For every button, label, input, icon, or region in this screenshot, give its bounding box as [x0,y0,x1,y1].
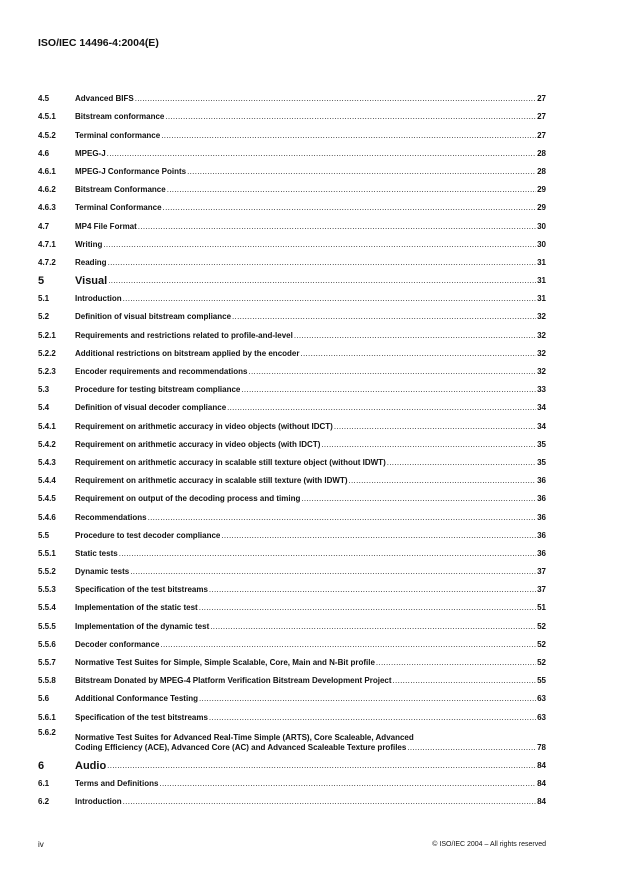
toc-entry[interactable] [38,268,546,286]
dot-leader [119,549,536,559]
toc-entry-number: 5.5.2 [38,567,56,577]
toc-entry-number: 5.2 [38,312,50,322]
toc-entry-page: 52 [537,621,546,631]
toc-entry-title: Bitstream Conformance [75,185,166,195]
toc-entry-title: Normative Test Suites for Simple, Simple Scalable, Core, Main and N-Bit profile [75,658,375,667]
toc-entry-page: 84 [537,760,546,770]
toc-entry-title: Additional Conformance Testing [75,694,198,704]
dot-leader [199,694,536,704]
toc-entry[interactable] [38,686,546,704]
toc-entry-title: Bitstream Donated by MPEG-4 Platform Verification Bitstream Development Project [75,676,392,686]
toc-entry-page: 37 [537,585,546,595]
dot-leader [130,567,536,577]
table-of-contents [38,86,546,807]
dot-leader [159,779,536,789]
toc-entry-number: 5.6 [38,694,50,704]
toc-entry-title: Audio [75,759,107,772]
toc-entry-page: 31 [537,294,546,304]
toc-entry[interactable] [38,413,546,431]
toc-entry-title: Dynamic tests [75,567,130,577]
dot-leader [300,349,536,359]
dot-leader [165,112,536,122]
toc-entry-number: 5.4.4 [38,476,56,486]
toc-entry-number: 4.6.1 [38,166,56,176]
toc-entry-number: 4.6.3 [38,203,56,213]
toc-entry-title: Requirement on arithmetic accuracy in video objects (without IDCT) [75,421,333,431]
toc-entry-title: Advanced BIFS [75,94,134,104]
dot-leader [107,761,536,771]
toc-entry-number: 5.5.6 [38,639,56,649]
toc-entry-page: 84 [537,778,546,788]
toc-entry-number: 5.4.6 [38,512,56,522]
toc-entry-title: Coding Efficiency (ACE), Advanced Core (AC) and Advanced Scaleable Texture profiles [75,742,407,752]
toc-entry-title: Terms and Definitions [75,778,159,788]
toc-entry-title: MP4 File Format [75,221,137,231]
dot-leader [123,294,536,304]
toc-entry-number: 4.6 [38,148,50,158]
toc-entry-page: 32 [537,312,546,322]
toc-entry-page: 31 [537,276,546,286]
toc-entry-title: Visual [75,275,108,288]
toc-entry-number: 4.5.1 [38,112,56,122]
dot-leader [393,676,537,686]
toc-entry-page: 32 [537,348,546,358]
toc-entry-page: 52 [537,639,546,649]
toc-entry-page: 36 [537,512,546,522]
toc-entry[interactable] [38,213,546,231]
toc-entry-title: MPEG-J Conformance Points [75,166,187,176]
toc-entry-page: 27 [537,112,546,122]
toc-entry-number: 5.4 [38,403,50,413]
toc-entry-title: Implementation of the static test [75,603,198,613]
toc-entry[interactable] [38,577,546,595]
toc-entry-title: Introduction [75,797,122,807]
dot-leader [294,331,536,341]
dot-leader [138,222,536,232]
toc-entry-page: 51 [537,603,546,613]
dot-leader [209,713,536,723]
dot-leader [167,185,536,195]
toc-entry-page: 36 [537,548,546,558]
toc-entry[interactable] [38,613,546,631]
toc-entry-number: 5.2.2 [38,348,56,358]
toc-entry-number: 5.4.5 [38,494,56,504]
toc-entry[interactable] [38,486,546,504]
toc-entry[interactable] [38,595,546,613]
toc-entry-page: 34 [537,421,546,431]
toc-entry-number: 5.5.1 [38,548,56,558]
toc-entry[interactable] [38,359,546,377]
dot-leader [387,458,536,468]
toc-entry-number: 5.5.7 [38,658,56,667]
dot-leader [135,94,536,104]
toc-entry-number: 5.5.3 [38,585,56,595]
toc-entry-page: 34 [537,403,546,413]
toc-entry-title: Recommendations [75,512,147,522]
toc-entry-title: Requirements and restrictions related to profile-and-level [75,330,293,340]
toc-entry[interactable] [38,341,546,359]
toc-entry[interactable] [38,159,546,177]
toc-entry-title: Procedure for testing bitstream compliance [75,385,241,395]
toc-entry-page: 29 [537,185,546,195]
toc-entry-page: 84 [537,797,546,807]
dot-leader [123,797,536,807]
toc-entry[interactable] [38,704,546,722]
toc-entry-number: 5.4.2 [38,439,56,449]
toc-entry-page: 28 [537,166,546,176]
toc-entry-page: 35 [537,439,546,449]
dot-leader [199,603,536,613]
toc-entry-number: 5.2.1 [38,330,56,340]
toc-entry[interactable] [38,432,546,450]
toc-entry-page: 36 [537,476,546,486]
page-number: iv [38,840,44,849]
dot-leader [232,312,536,322]
toc-entry[interactable] [38,177,546,195]
toc-entry-number: 5.1 [38,294,50,304]
toc-entry-title: Implementation of the dynamic test [75,621,210,631]
toc-entry-title: Introduction [75,294,122,304]
toc-entry-title: Normative Test Suites for Advanced Real-Time Simple (ARTS), Core Scaleable, Advanced [75,732,414,742]
toc-entry-title: Procedure to test decoder compliance [75,530,221,540]
dot-leader [407,743,536,753]
toc-entry-title: Encoder requirements and recommendations [75,367,248,376]
dot-leader [161,131,536,141]
dot-leader [376,658,536,668]
toc-entry-title: Definition of visual bitstream compliance [75,312,232,322]
dot-leader [241,385,536,395]
toc-entry[interactable] [38,141,546,159]
toc-entry-page: 55 [537,676,546,686]
toc-entry-title: Requirement on arithmetic accuracy in scalable still texture object (without IDWT) [75,457,386,467]
toc-entry-title: MPEG-J [75,148,106,158]
document-id-header: ISO/IEC 14496-4:2004(E) [38,37,159,49]
toc-entry-page: 30 [537,221,546,231]
dot-leader [108,276,536,286]
toc-entry[interactable] [38,789,546,807]
toc-entry-page: 32 [537,330,546,340]
toc-entry[interactable] [38,650,546,668]
toc-entry-title: Reading [75,257,107,267]
toc-entry-title: Definition of visual decoder compliance [75,403,227,413]
dot-leader [301,494,536,504]
toc-entry-title: Specification of the test bitstreams [75,585,208,595]
toc-entry[interactable] [38,450,546,468]
toc-entry-page: 29 [537,203,546,213]
toc-entry[interactable] [38,771,546,789]
toc-entry-number: 4.6.2 [38,185,56,195]
toc-entry-title: Bitstream conformance [75,112,165,122]
toc-entry-number: 4.5 [38,94,50,104]
toc-entry-title: Writing [75,239,103,249]
toc-entry[interactable] [38,86,546,104]
toc-entry[interactable] [38,304,546,322]
toc-entry-number: 4.7 [38,221,50,231]
toc-entry-title: Static tests [75,548,118,558]
toc-entry-number: 6.2 [38,797,50,807]
toc-entry[interactable] [38,504,546,522]
toc-entry-number: 5.5.4 [38,603,56,613]
dot-leader [187,167,536,177]
toc-entry-number: 4.7.1 [38,239,56,249]
toc-entry-page: 36 [537,530,546,540]
toc-entry-number: 6.1 [38,778,50,788]
toc-entry-number: 5.6.1 [38,712,56,722]
toc-entry-page: 30 [537,239,546,249]
toc-entry-number: 5.5.5 [38,621,56,631]
dot-leader [209,585,536,595]
dot-leader [227,403,536,413]
toc-entry-page: 33 [537,385,546,395]
toc-entry-number: 5 [38,275,45,288]
toc-entry-number: 5.4.3 [38,457,56,467]
toc-entry[interactable] [38,377,546,395]
toc-entry-title: Specification of the test bitstreams [75,712,208,722]
toc-entry-title: Terminal Conformance [75,203,162,213]
copyright-notice: © ISO/IEC 2004 – All rights reserved [432,841,546,848]
toc-entry-page: 37 [537,567,546,577]
toc-entry-page: 63 [537,694,546,704]
toc-entry-number: 6 [38,759,45,772]
toc-entry-title: Additional restrictions on bitstream applied by the encoder [75,348,300,358]
toc-entry-number: 5.5.8 [38,676,56,686]
toc-entry[interactable] [38,232,546,250]
toc-entry[interactable] [38,104,546,122]
dot-leader [160,640,536,650]
toc-entry-number: 5.6.2 [38,727,56,737]
toc-entry[interactable] [38,753,546,771]
dot-leader [103,240,536,250]
toc-entry[interactable] [38,541,546,559]
toc-entry[interactable] [38,523,546,541]
toc-entry-title: Terminal conformance [75,130,161,140]
toc-entry-page: 28 [537,148,546,158]
toc-entry[interactable] [38,195,546,213]
toc-entry[interactable] [38,723,546,753]
toc-entry[interactable] [38,286,546,304]
dot-leader [349,476,537,486]
toc-entry-page: 27 [537,94,546,104]
toc-entry[interactable] [38,468,546,486]
toc-entry[interactable] [38,322,546,340]
dot-leader [108,258,537,268]
toc-entry-number: 5.2.3 [38,367,56,376]
toc-entry-title: Requirement on arithmetic accuracy in scalable still texture (with IDWT) [75,476,348,486]
toc-entry-title: Decoder conformance [75,639,160,649]
toc-entry-number: 5.5 [38,530,50,540]
toc-entry-number: 5.4.1 [38,421,56,431]
dot-leader [321,440,536,450]
toc-entry[interactable] [38,250,546,268]
toc-entry-title: Requirement on output of the decoding process and timing [75,494,301,504]
dot-leader [334,422,536,432]
dot-leader [163,203,537,213]
toc-entry[interactable] [38,559,546,577]
toc-entry-number: 4.7.2 [38,257,56,267]
toc-entry-page: 27 [537,130,546,140]
toc-entry-page: 52 [537,658,546,667]
toc-entry-page: 78 [537,742,546,752]
toc-entry[interactable] [38,122,546,140]
toc-entry-number: 5.3 [38,385,50,395]
toc-entry-title: Requirement on arithmetic accuracy in video objects (with IDCT) [75,439,321,449]
dot-leader [210,622,536,632]
toc-entry-page: 32 [537,367,546,376]
toc-entry-page: 36 [537,494,546,504]
dot-leader [221,531,536,541]
toc-entry[interactable] [38,632,546,650]
toc-entry-number: 4.5.2 [38,130,56,140]
dot-leader [249,367,537,377]
toc-entry-page: 35 [537,457,546,467]
toc-entry-page: 31 [537,257,546,267]
toc-entry-page: 63 [537,712,546,722]
dot-leader [107,149,536,159]
toc-entry[interactable] [38,395,546,413]
toc-entry[interactable] [38,668,546,686]
dot-leader [148,513,537,523]
